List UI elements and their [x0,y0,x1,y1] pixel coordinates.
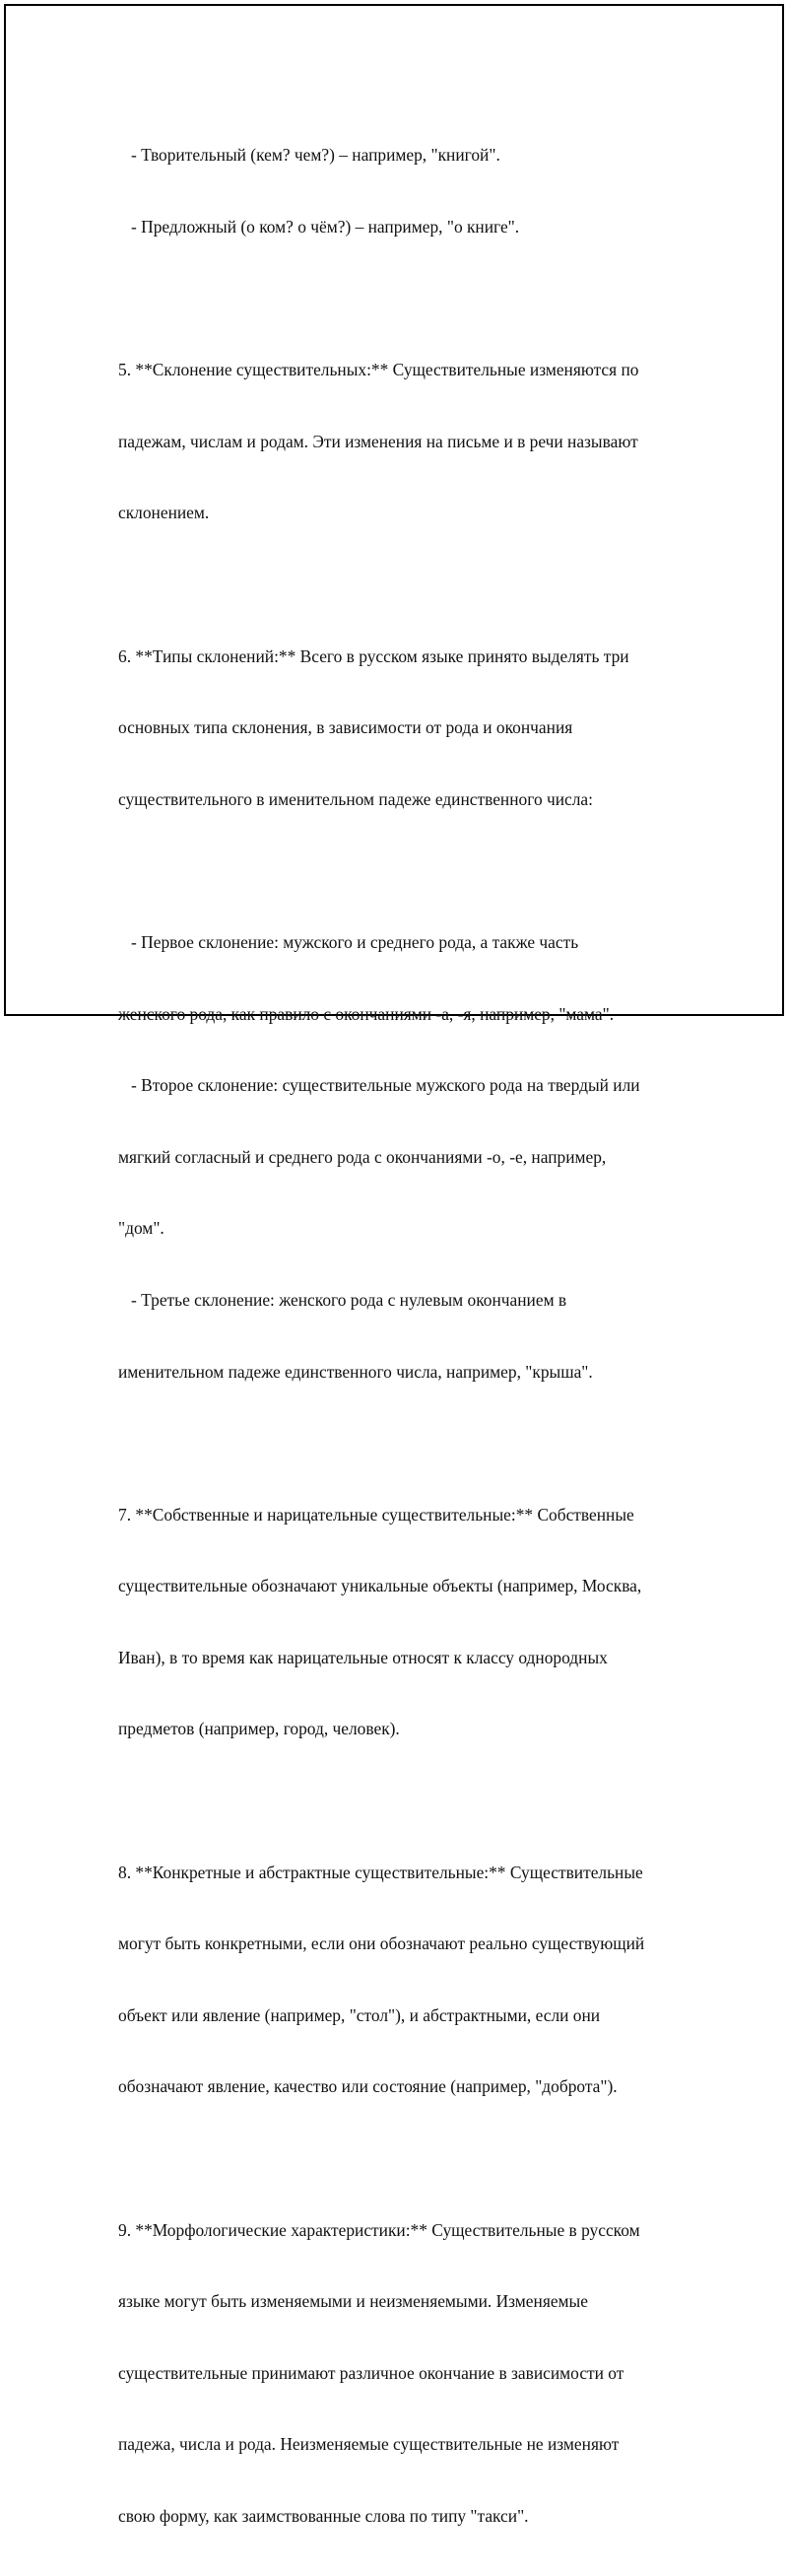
blank-line [118,1431,690,1455]
text-line: языке могут быть изменяемыми и неизменяемыми. Изменяемые [118,2291,588,2312]
text-line: "дом". [118,1218,164,1239]
text-line: 9. **Морфологические характеристики:** Существительные в русском [118,2219,640,2240]
text-line: объект или явление (например, "стол"), и абстрактными, если они [118,2004,601,2025]
text-line: существительные обозначают уникальные объекты (например, Москва, [118,1576,642,1596]
text-line: падежа, числа и рода. Неизменяемые существительные не изменяют [118,2434,620,2455]
text-line: 5. **Склонение существительных:** Существительные изменяются по [118,360,639,380]
blank-line [118,1789,690,1812]
text-line: предметов (например, город, человек). [118,1719,400,1739]
text-line: - Предложный (о ком? о чём?) – например, "о книге". [118,217,520,237]
blank-line [118,858,690,882]
text-line: 7. **Собственные и нарицательные существительные:** Собственные [118,1504,634,1525]
text-line: - Первое склонение: мужского и среднего рода, а также часть [118,931,579,952]
text-line: - Второе склонение: существительные мужского рода на твердый или [118,1075,640,1096]
text-line: существительного в именительном падеже единственного числа: [118,788,593,809]
blank-line [118,287,690,310]
text-line: могут быть конкретными, если они обозначают реально существующий [118,1933,645,1954]
text-line: падежам, числам и родам. Эти изменения на письме и в речи называют [118,431,638,451]
text-line: мягкий согласный и среднего рода с окончаниями -о, -е, например, [118,1146,607,1167]
text-line: существительные принимают различное окончание в зависимости от [118,2362,624,2383]
blank-line [118,2146,690,2170]
text-line: 8. **Конкретные и абстрактные существительные:** Существительные [118,1862,643,1882]
text-line: именительном падеже единственного числа, например, "крыша". [118,1361,593,1382]
text-line: женского рода, как правило с окончаниями -а, -я, например, "мама". [118,1003,615,1024]
text-line: - Третье склонение: женского рода с нулевым окончанием в [118,1289,567,1310]
document-text [118,96,690,2576]
document-page [4,4,784,2526]
text-line: 6. **Типы склонений:** Всего в русском языке принято выделять три [118,645,629,666]
text-line: - Творительный (кем? чем?) – например, "книгой". [118,145,500,166]
blank-line [118,573,690,596]
text-line: обозначают явление, качество или состояние (например, "доброта"). [118,2076,618,2097]
text-line: основных типа склонения, в зависимости от рода и окончания [118,717,573,738]
text-line: склонением. [118,503,210,523]
text-line: свою форму, как заимствованные слова по типу "такси". [118,2506,529,2526]
text-line: Иван), в то время как нарицательные относят к классу однородных [118,1647,608,1667]
